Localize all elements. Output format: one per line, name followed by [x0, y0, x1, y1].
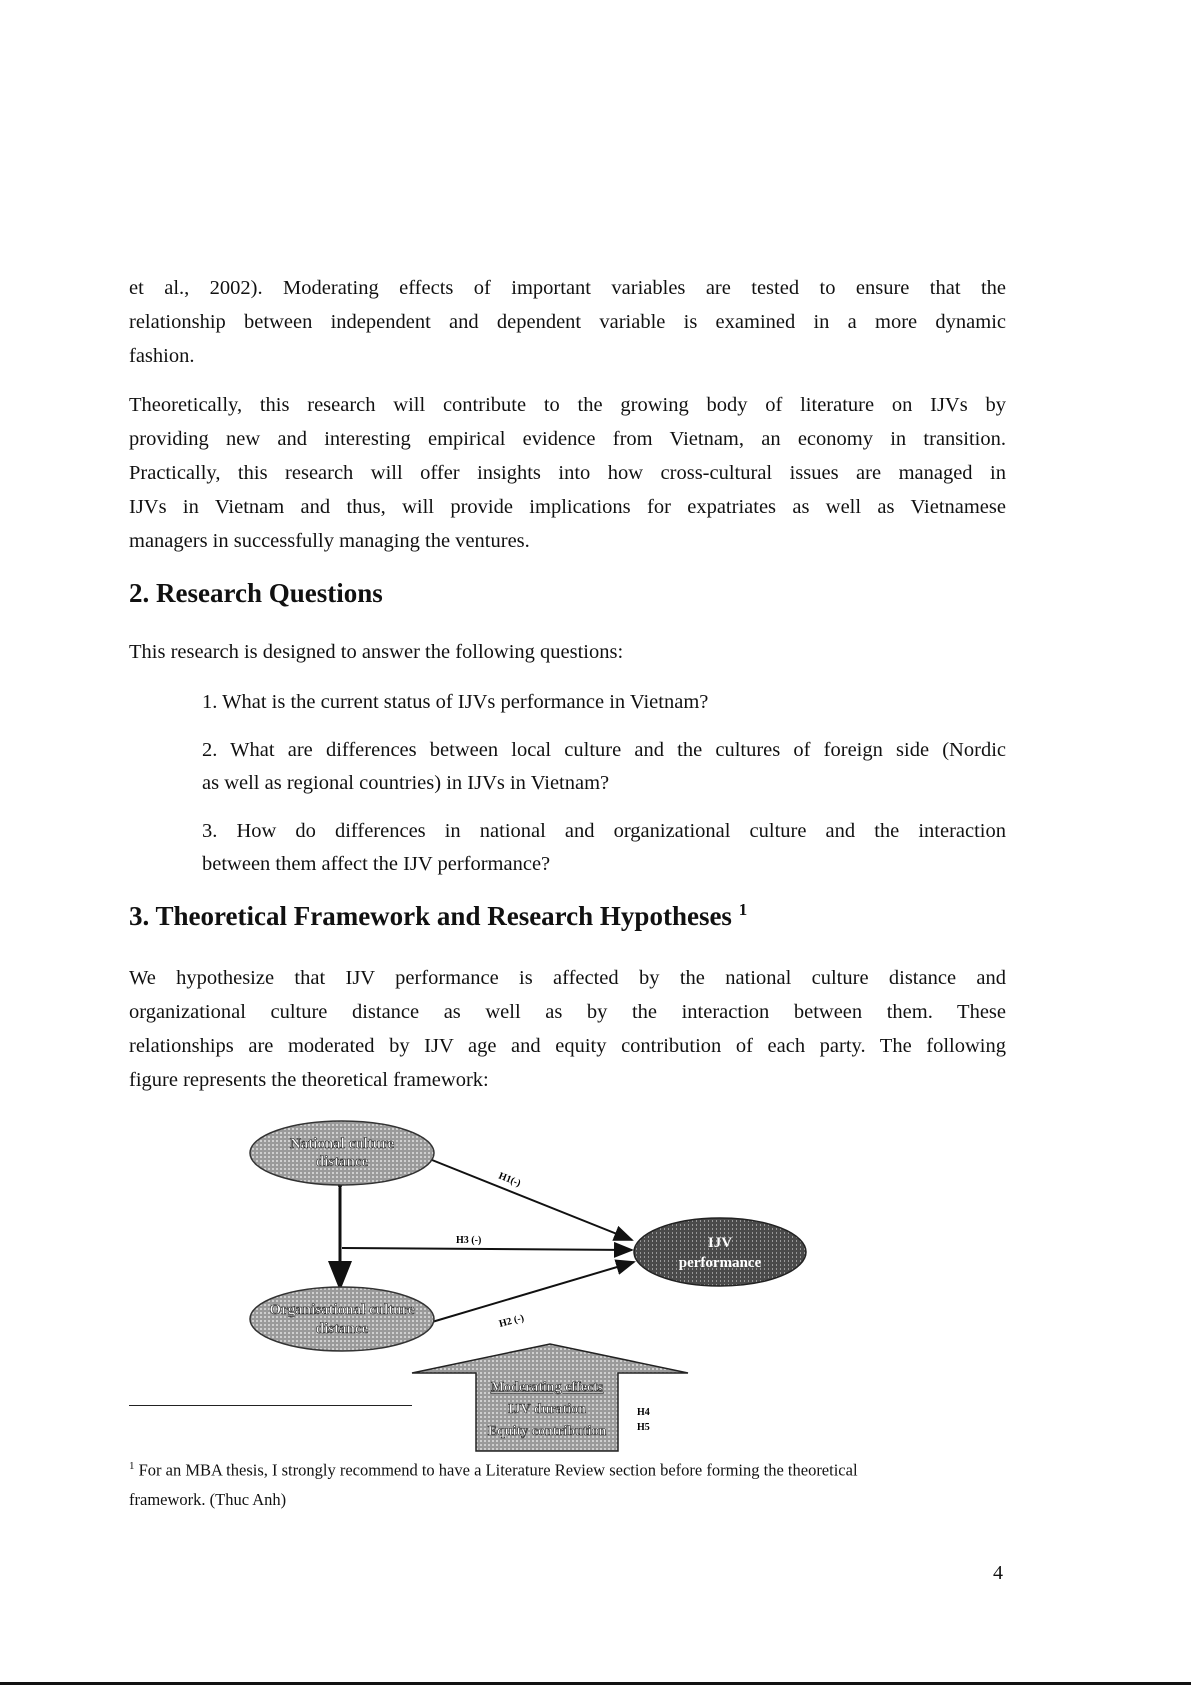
- page-number: 4: [993, 1562, 1003, 1584]
- text-line: as well as regional countries) in IJVs in Vietnam?: [202, 772, 610, 794]
- text-line: relationships are moderated by IJV age and equity contribution of each party. The following: [129, 1035, 1006, 1057]
- label-h4: H4: [637, 1407, 650, 1418]
- arrow-h3: [342, 1248, 632, 1250]
- text-line: This research is designed to answer the following questions:: [129, 641, 624, 663]
- node-moderating-effects: [412, 1344, 688, 1451]
- node-label: IJV duration: [508, 1402, 586, 1417]
- text-line: We hypothesize that IJV performance is affected by the national culture distance and: [129, 967, 1006, 989]
- node-label: distance: [315, 1154, 369, 1170]
- label-h3: H3 (-): [456, 1235, 482, 1246]
- node-label: IJV: [707, 1235, 733, 1251]
- text-line: et al., 2002). Moderating effects of important variables are tested to ensure that the: [129, 277, 1006, 299]
- node-label: Moderating effects: [490, 1380, 604, 1395]
- footnote-rule: [129, 1405, 412, 1406]
- footnote-ref: 1: [738, 900, 748, 919]
- label-h2: H2 (-): [497, 1312, 526, 1330]
- node-label: National culture: [289, 1136, 395, 1152]
- text-line: 1. What is the current status of IJVs performance in Vietnam?: [202, 691, 709, 713]
- node-organisational-culture-distance: [250, 1287, 434, 1351]
- footnote-mark: 1: [129, 1460, 135, 1472]
- heading-research-questions: 2. Research Questions: [129, 578, 383, 608]
- node-label: distance: [315, 1321, 369, 1337]
- heading-text: 3. Theoretical Framework and Research Hypotheses: [129, 901, 732, 931]
- node-national-culture-distance: [250, 1121, 434, 1185]
- node-label: Organisational culture: [269, 1302, 415, 1318]
- footnote-text: For an MBA thesis, I strongly recommend to have a Literature Review section before forming the theoretical: [138, 1460, 858, 1480]
- label-h1: H1(-): [496, 1170, 523, 1190]
- text-line: relationship between independent and dependent variable is examined in a more dynamic: [129, 311, 1006, 333]
- text-line: IJVs in Vietnam and thus, will provide implications for expatriates as well as Vietnamese: [129, 496, 1006, 518]
- arrow-h1: [432, 1160, 632, 1240]
- text-line: figure represents the theoretical framework:: [129, 1069, 489, 1091]
- text-line: providing new and interesting empirical evidence from Vietnam, an economy in transition.: [129, 428, 1006, 450]
- text-line: Practically, this research will offer insights into how cross-cultural issues are managed in: [129, 462, 1006, 484]
- footnote: [129, 1452, 1006, 1514]
- text-line: fashion.: [129, 345, 195, 367]
- text-line: managers in successfully managing the ventures.: [129, 530, 530, 552]
- text-line: between them affect the IJV performance?: [202, 853, 551, 875]
- text-line: Theoretically, this research will contribute to the growing body of literature on IJVs by: [129, 394, 1006, 416]
- text-line: 2. What are differences between local culture and the cultures of foreign side (Nordic: [202, 739, 1006, 761]
- text-line: organizational culture distance as well as by the interaction between them. These: [129, 1001, 1006, 1023]
- footnote-text: framework. (Thuc Anh): [129, 1489, 287, 1509]
- label-h5: H5: [637, 1422, 650, 1433]
- arrow-h2: [432, 1262, 634, 1322]
- text-line: 3. How do differences in national and organizational culture and the interaction: [202, 820, 1006, 842]
- node-ijv-performance: [634, 1218, 806, 1286]
- node-label: Equity contribution: [487, 1424, 607, 1439]
- node-label: performance: [678, 1255, 762, 1271]
